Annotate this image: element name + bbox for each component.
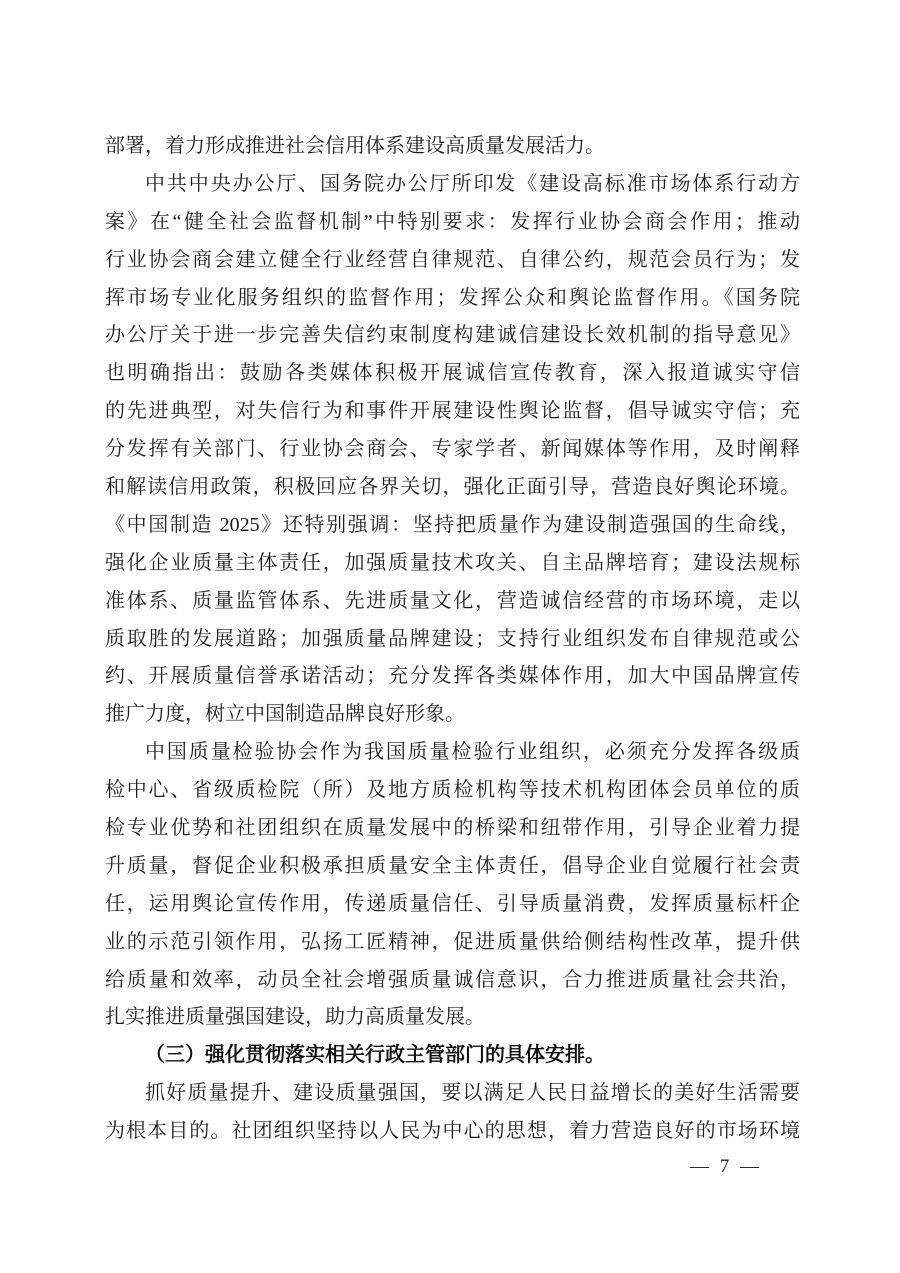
text-line: 也明确指出：鼓励各类媒体积极开展诚信宣传教育，深入报道诚实守信 xyxy=(105,362,800,385)
text-line: 约、开展质量信誉承诺活动；充分发挥各类媒体作用，加大中国品牌宣传 xyxy=(105,665,800,688)
text-line: 升质量，督促企业积极承担质量安全主体责任，倡导企业自觉履行社会责 xyxy=(105,854,800,877)
text-line: 分发挥有关部门、行业协会商会、专家学者、新闻媒体等作用，及时阐释 xyxy=(105,438,800,461)
text-line: 强化企业质量主体责任，加强质量技术攻关、自主品牌培育；建设法规标 xyxy=(105,551,800,574)
text-line: 任，运用舆论宣传作用，传递质量信任、引导质量消费，发挥质量标杆企 xyxy=(105,892,800,915)
text-line: 案》在“健全社会监督机制”中特别要求：发挥行业协会商会作用；推动 xyxy=(105,210,800,233)
document-body xyxy=(105,128,800,1151)
text-line: 和解读信用政策，积极回应各界关切，强化正面引导，营造良好舆论环境。 xyxy=(105,476,800,499)
text-line: 扎实推进质量强国建设，助力高质量发展。 xyxy=(105,1006,485,1029)
text-line: 中国质量检验协会作为我国质量检验行业组织，必须充分发挥各级质 xyxy=(145,741,800,764)
text-line: 质取胜的发展道路；加强质量品牌建设；支持行业组织发布自律规范或公 xyxy=(105,627,800,650)
text-line: 部署，着力形成推进社会信用体系建设高质量发展活力。 xyxy=(105,135,605,157)
text-line: 业的示范引领作用，弘扬工匠精神，促进质量供给侧结构性改革，提升供 xyxy=(105,930,800,953)
text-line: 检中心、省级质检院（所）及地方质检机构等技术机构团体会员单位的质 xyxy=(105,779,800,802)
text-line: 推广力度，树立中国制造品牌良好形象。 xyxy=(105,703,465,726)
text-line: 的先进典型，对失信行为和事件开展建设性舆论监督，倡导诚实守信；充 xyxy=(105,400,800,423)
text-line: 为根本目的。社团组织坚持以人民为中心的思想，着力营造良好的市场环境 xyxy=(105,1120,800,1143)
text-line: 办公厅关于进一步完善失信约束制度构建诚信建设长效机制的指导意见》 xyxy=(105,324,800,347)
text-line: 准体系、质量监管体系、先进质量文化，营造诚信经营的市场环境，走以 xyxy=(105,589,800,612)
section-heading: （三）强化贯彻落实相关行政主管部门的具体安排。 xyxy=(145,1044,605,1067)
text-line: 给质量和效率，动员全社会增强质量诚信意识，合力推进质量社会共治， xyxy=(105,968,800,991)
page-number: — 7 — xyxy=(690,1156,762,1177)
text-line: 抓好质量提升、建设质量强国，要以满足人民日益增长的美好生活需要 xyxy=(145,1082,800,1105)
text-line: 挥市场专业化服务组织的监督作用；发挥公众和舆论监督作用。《国务院 xyxy=(105,286,800,309)
text-line: 检专业优势和社团组织在质量发展中的桥梁和纽带作用，引导企业着力提 xyxy=(105,817,800,840)
text-line: 《中国制造 2025》还特别强调：坚持把质量作为建设制造强国的生命线， xyxy=(105,513,800,536)
text-line: 中共中央办公厅、国务院办公厅所印发《建设高标准市场体系行动方 xyxy=(145,172,800,195)
text-line: 行业协会商会建立健全行业经营自律规范、自律公约，规范会员行为；发 xyxy=(105,248,800,271)
